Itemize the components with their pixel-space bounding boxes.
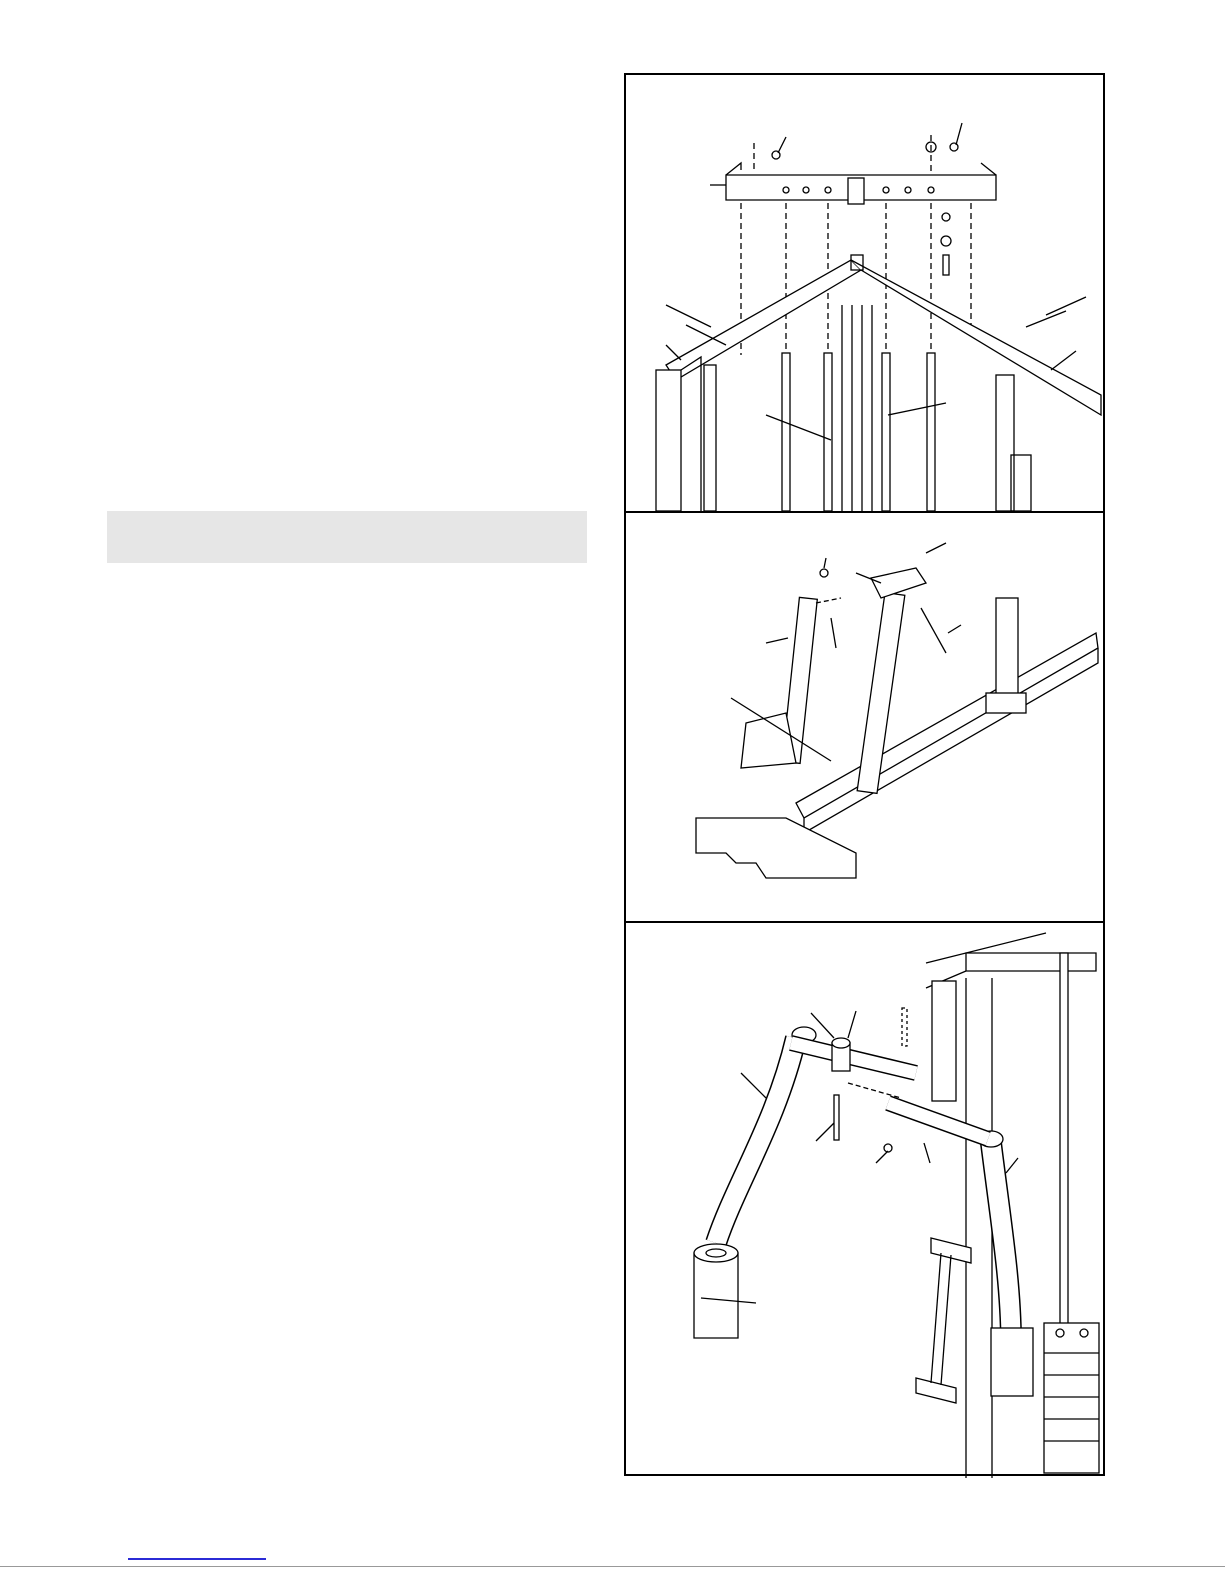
bottom-divider — [0, 1566, 1225, 1567]
section-heading-bar — [107, 511, 587, 563]
figure-middle-leg-attachment — [626, 511, 1103, 921]
figure-bottom-arm-assembly — [626, 921, 1103, 1478]
footer-link[interactable] — [128, 1558, 266, 1560]
figure-column — [624, 73, 1105, 1476]
figure-top-crossbar-assembly — [626, 75, 1103, 511]
